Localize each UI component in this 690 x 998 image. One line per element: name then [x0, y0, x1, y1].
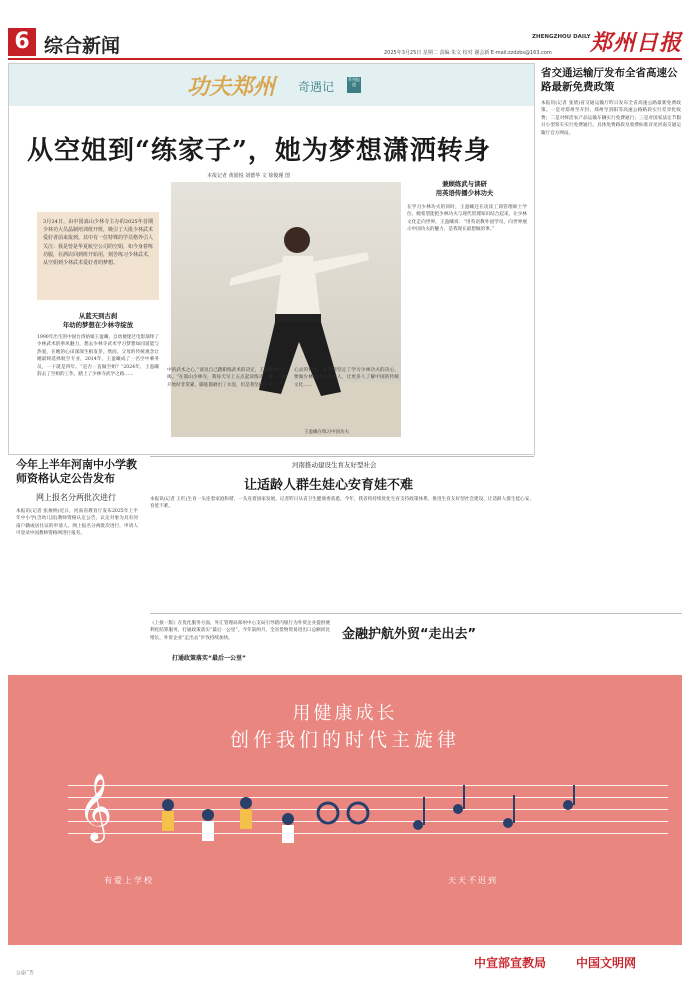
masthead — [0, 0, 690, 60]
feature-headline: 从空姐到“练家子”，她为梦想潇洒转身 — [27, 136, 491, 166]
right-article-headline: 省交通运输厅发布全省高速公路最新免费政策 — [541, 67, 678, 93]
middle-news-rule — [150, 456, 534, 457]
feature-lead-text: 3月24日，由中国嵩山少林寺主办的2025年首期少林功大员晶制培训班开班，吸引了大批少林武术爱好者前来报到。其中有一位特殊的学员格外引人关注：我是曾是华夏航空公司的空姐，如今身着练功服，在酒店回到班开始用，刻苦练习少林武术，从空姐到少林武术爱好者的梦想。 — [43, 219, 154, 267]
public-service-ad — [8, 675, 682, 980]
ad-org-2: 中国文明网 — [576, 956, 637, 970]
feature-col3-text: 心灵的归宿。她逐渐坚定了学习少林功夫的决心，要做少林武术的传承人，让更多人了解中国的传统文化…… — [294, 368, 399, 388]
middle-news-headline: 让适龄人群生娃心安育娃不难 — [244, 478, 414, 493]
feature-article — [8, 63, 535, 455]
ad-org-1: 中宣部宣教局 — [474, 956, 547, 970]
banner-badge: 系列报道 — [347, 77, 361, 93]
feature-banner — [9, 64, 534, 106]
treble-clef-icon: 𝄞 — [78, 772, 113, 840]
right-article-body: 本报讯(记者 张倩)省交通运输厅昨日发布全省高速公路最新免费政策。一是对郑州至开封、郑州至洛阳等高速公路路段实行差异化收费；二是对鲜活农产品运输车辆实行免费通行；三是对国家法定节假日小型客车实行免费通行。具体免费路段及收费标准详见河南交通运输厅官方网站。 — [541, 101, 681, 136]
feature-byline: 本报记者 黄娟悦 刘德华 文 徐俊瑾 图 — [207, 173, 290, 179]
feature-col1-text: 1990年出生的中国台湾姑娘王盈曦，自幼便迷过电影演绎了少林武术的拳风魅力，想去少林寺武术学习梦想如同道能与热爱，在她的心田深深生根发芽。然而，父母的传统观念让她最终选择航空专业，2014年，王盈曦成了一名空中乘务员，一干就是四年。“是否一直做空姐？”2024年，王盈曦辞去了空姐的工作，踏上了少林寺武学之路…… — [37, 335, 159, 378]
ad-line-1: 用健康成长 — [292, 703, 398, 724]
feature-col2-text: 中的武术之心，”谈及自己踏职练武术的决定，王盈曦展中只揭。“在嵩山少林寺，我每天早上五点起床练功，第一天刚开始时非常累，脚底都磨出了水泡，但是我坚持下来了。” — [167, 368, 287, 388]
feature-lead-box — [37, 212, 159, 300]
ad-slogan-right: 天天不迟到 — [448, 876, 498, 885]
ad-slogan-left: 有爱上学校 — [104, 876, 154, 885]
newspaper-logo: 郑州日报 — [590, 30, 683, 56]
ad-line-2: 创作我们的时代主旋律 — [229, 729, 460, 751]
finance-news-body: 《上接一版》在优化服务方面，外汇管理局郑州中心支局引导辖内银行为外贸企业提供便利化结算服务，打通政策落实“最后一公里”。今年前两月，全省货物贸易进出口总额同比增长，外贸企业“走出去”步伐持续加快。 — [150, 621, 330, 641]
ad-tag: 公益广告 — [16, 971, 34, 976]
left-news-headline: 今年上半年河南中小学教师资格认定公告发布 — [16, 458, 137, 485]
finance-news-rule — [150, 613, 682, 614]
feature-subhead-1: 从蓝天到古刹 年幼的梦想在少林寺绽放 — [62, 312, 134, 329]
masthead-rule — [8, 58, 682, 60]
edition-label: ZHENGZHOU DAILY — [532, 34, 591, 40]
finance-news-headline: 金融护航外贸“走出去” — [342, 627, 477, 642]
feature-photo-caption: 王盈曦在练习中国功夫 — [304, 430, 349, 435]
left-news-body: 本报讯(记者 张俊纳)近日，河南省教育厅发布2025年上半年中小学(含幼儿园)教师资格认定公告，认定对象为具有河南户籍或居住证的申请人。网上报名分两批次进行，申请人可登录中国教师资格网进行报名。 — [16, 509, 138, 537]
feature-col4-text: 在学习少林功夫的同时，王盈曦还在攻读工商管理硕士学位。她希望能把少林功夫与现代管理知识结合起来，让少林文化走向世界。王盈曦说：“用英语教外国学员，向世界展示中国功夫的魅力，是我现在最想做的事。” — [407, 205, 527, 233]
page-number: 6 — [8, 28, 36, 56]
feature-subhead-2: 兼顾练武与读研 用英语传播少林功夫 — [435, 180, 494, 197]
left-news-subhead: 网上报名分两批次进行 — [36, 493, 116, 502]
banner-column: 奇遇记 — [298, 80, 335, 94]
middle-news-body: 本报讯(记者 王红)生育一头连着家庭和谐，一头连着国家发展。记者昨日从省卫生健康委获悉，今年，我省将持续优化生育支持政策体系，推进生育友好型社会建设，让适龄人群生娃心安、育娃不难。 — [150, 497, 534, 510]
banner-kicker: 功夫郑州 — [187, 74, 276, 100]
children-notes-illustration — [148, 785, 648, 865]
dateline: 2025年3月25日 星期二 责编 朱文 校对 谢会新 E-mail:zzdzbs@163.com — [384, 50, 552, 56]
finance-news-subhead: 打通政策落实“最后一公里” — [172, 655, 246, 662]
middle-news-kicker: 河南推动建设生育友好型社会 — [292, 461, 377, 469]
section-title: 综合新闻 — [44, 35, 121, 57]
